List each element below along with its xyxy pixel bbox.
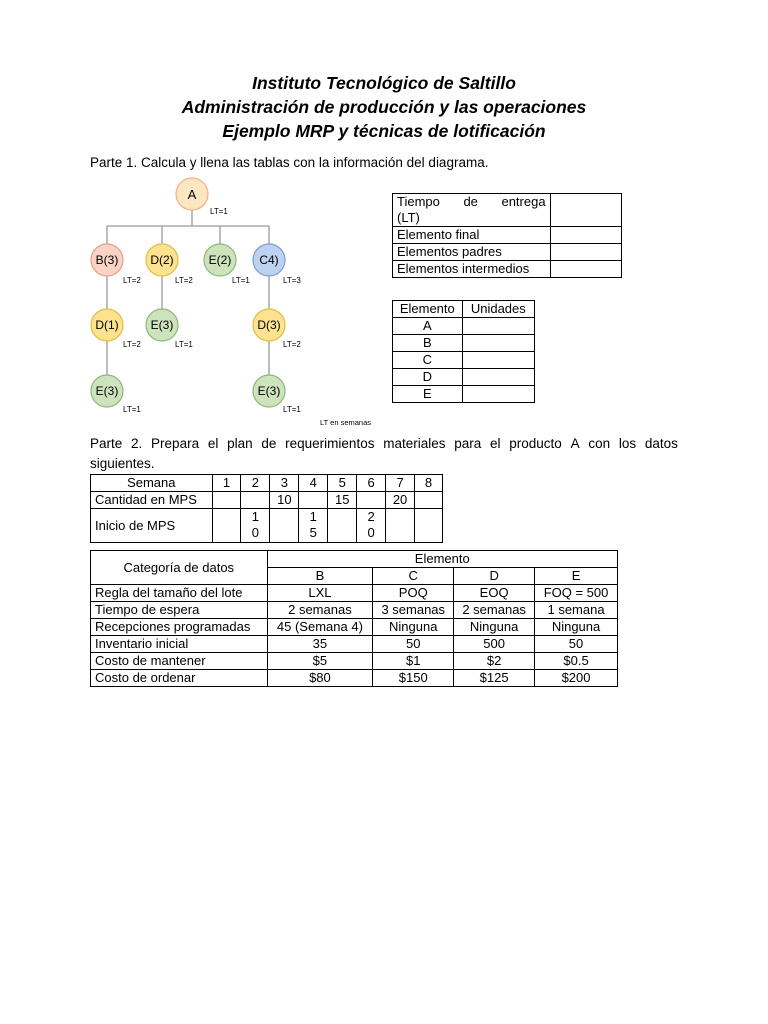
data-cell: EOQ [454, 585, 535, 602]
mps-start-cell [357, 509, 386, 543]
part2-word: Prepara [151, 436, 200, 451]
units-element: B [393, 335, 463, 352]
units-row [393, 318, 535, 335]
mps-start-row [91, 509, 443, 543]
info-value-cell[interactable] [550, 194, 621, 227]
mps-week-row [91, 475, 443, 492]
product-structure-diagram [80, 175, 390, 427]
units-header-element: Elemento [393, 301, 463, 318]
data-cell: $0.5 [535, 653, 618, 670]
info-value-cell[interactable] [550, 244, 621, 261]
data-cell: $200 [535, 670, 618, 687]
mps-quantity-row [91, 492, 443, 509]
svg-text:D(1): D(1) [95, 318, 119, 332]
data-cell: 50 [373, 636, 454, 653]
mps-start-digit-bottom: 5 [309, 525, 317, 540]
data-row [91, 602, 618, 619]
info-row-final-element [393, 227, 622, 244]
node-d2 [146, 244, 178, 276]
mps-start-digit-top: 2 [367, 509, 375, 524]
data-header-row [91, 551, 618, 568]
mps-start-cell [299, 509, 328, 543]
part2-word: plan [227, 436, 253, 451]
mps-start-digit-top: 1 [309, 509, 317, 524]
data-cell: 50 [535, 636, 618, 653]
part2-word: para [454, 436, 482, 451]
data-cell: FOQ = 500 [535, 585, 618, 602]
data-row [91, 636, 618, 653]
data-cell: $125 [454, 670, 535, 687]
units-header-units: Unidades [462, 301, 534, 318]
mps-start-cell [386, 509, 415, 543]
units-input-cell[interactable] [462, 318, 534, 335]
mps-week-number: 8 [415, 475, 443, 492]
mps-quantity-cell: 15 [328, 492, 357, 509]
part2-word: el [490, 436, 501, 451]
lt-a: LT=1 [210, 207, 228, 216]
part2-word: producto [509, 436, 562, 451]
part2-word: el [207, 436, 219, 451]
category-header: Categoría de datos [91, 551, 268, 585]
info-value-cell[interactable] [550, 261, 621, 278]
lt-e3a: LT=1 [175, 340, 193, 349]
mps-quantity-cell: 20 [386, 492, 415, 509]
data-row-label: Costo de mantener [91, 653, 268, 670]
data-cell: 3 semanas [373, 602, 454, 619]
data-cell: LXL [267, 585, 373, 602]
svg-text:E(3): E(3) [150, 318, 174, 332]
data-cell: POQ [373, 585, 454, 602]
data-cell: $80 [267, 670, 373, 687]
mps-start-cell [212, 509, 241, 543]
info-value-cell[interactable] [550, 227, 621, 244]
part2-instructions-line2: siguientes. [90, 456, 155, 471]
mps-week-number: 2 [241, 475, 270, 492]
data-cell: $1 [373, 653, 454, 670]
svg-text:E(3): E(3) [257, 384, 281, 398]
mps-week-number: 3 [270, 475, 299, 492]
mps-quantity-cell [415, 492, 443, 509]
part2-instructions-line1 [90, 436, 678, 451]
units-row [393, 369, 535, 386]
lt-e2: LT=1 [232, 276, 250, 285]
mps-table [90, 474, 443, 543]
part2-word: los [618, 436, 637, 451]
data-cell: Ninguna [454, 619, 535, 636]
node-e2 [204, 244, 236, 276]
node-b3 [91, 244, 123, 276]
info-row-intermediate-elements [393, 261, 622, 278]
node-e3-under-d2 [146, 309, 178, 341]
mps-week-number: 6 [357, 475, 386, 492]
lt-e3c: LT=1 [283, 405, 301, 414]
units-element: D [393, 369, 463, 386]
part1-instructions: Parte 1. Calcula y llena las tablas con la información del diagrama. [90, 155, 489, 170]
mps-start-digit-bottom: 0 [251, 525, 260, 540]
svg-text:C4): C4) [259, 253, 279, 267]
lt-d3: LT=2 [283, 340, 301, 349]
data-cell: $2 [454, 653, 535, 670]
lt-d1: LT=2 [123, 340, 141, 349]
part2-word: con [588, 436, 611, 451]
info-label: Elementos padres [393, 244, 551, 261]
part2-word: A [570, 436, 580, 451]
element-column-header: D [454, 568, 535, 585]
mps-week-number: 4 [299, 475, 328, 492]
node-d1 [91, 309, 123, 341]
part2-word: de [261, 436, 277, 451]
data-row-label: Costo de ordenar [91, 670, 268, 687]
mps-start-cell [241, 509, 270, 543]
svg-text:A: A [187, 187, 197, 202]
mps-start-cell [415, 509, 443, 543]
lt-e3b: LT=1 [123, 405, 141, 414]
data-row [91, 619, 618, 636]
data-row-label: Tiempo de espera [91, 602, 268, 619]
data-row-label: Inventario inicial [91, 636, 268, 653]
data-cell: 35 [267, 636, 373, 653]
units-row [393, 352, 535, 369]
data-row-label: Recepciones programadas [91, 619, 268, 636]
mps-start-label: Inicio de MPS [91, 509, 213, 543]
mps-start-digit-top: 1 [251, 509, 260, 524]
info-table [392, 193, 622, 278]
data-cell: 45 (Semana 4) [267, 619, 373, 636]
node-e3-under-d3 [253, 375, 285, 407]
units-row [393, 386, 535, 403]
diagram-connectors [107, 210, 269, 375]
data-row [91, 670, 618, 687]
mps-quantity-label: Cantidad en MPS [91, 492, 213, 509]
svg-text:D(2): D(2) [150, 253, 174, 267]
svg-text:E(2): E(2) [208, 253, 232, 267]
data-cell: 2 semanas [267, 602, 373, 619]
mps-start-digit-bottom: 0 [367, 525, 375, 540]
svg-text:E(3): E(3) [95, 384, 119, 398]
lt-c: LT=3 [283, 276, 301, 285]
units-table [392, 300, 535, 403]
info-label: Elementos intermedios [393, 261, 551, 278]
data-cell: 1 semana [535, 602, 618, 619]
part2-word: 2. [131, 436, 143, 451]
mps-quantity-cell [241, 492, 270, 509]
element-column-header: B [267, 568, 373, 585]
item-data-table [90, 550, 618, 687]
svg-text:B(3): B(3) [95, 253, 119, 267]
data-cell: 500 [454, 636, 535, 653]
info-label: Tiempo [397, 194, 440, 209]
part2-word: requerimientos [285, 436, 375, 451]
units-header-row [393, 301, 535, 318]
lt-b: LT=2 [123, 276, 141, 285]
mps-quantity-cell [357, 492, 386, 509]
mps-quantity-cell [299, 492, 328, 509]
units-input-cell[interactable] [462, 386, 534, 403]
mps-quantity-cell [212, 492, 241, 509]
part2-word: Parte [90, 436, 123, 451]
units-element: E [393, 386, 463, 403]
info-label: Elemento final [393, 227, 551, 244]
data-row [91, 585, 618, 602]
part2-word: datos [644, 436, 678, 451]
info-row-lead-time: Tiempo de entrega (LT) [393, 194, 622, 227]
title-course: Administración de producción y las operaciones [181, 97, 587, 117]
units-element: A [393, 318, 463, 335]
mps-week-number: 7 [386, 475, 415, 492]
data-cell: $150 [373, 670, 454, 687]
node-a [176, 178, 208, 210]
units-input-cell[interactable] [462, 369, 534, 386]
mps-start-cell [328, 509, 357, 543]
data-cell: Ninguna [373, 619, 454, 636]
data-row-label: Regla del tamaño del lote [91, 585, 268, 602]
mps-start-cell [270, 509, 299, 543]
lt-d2: LT=2 [175, 276, 193, 285]
data-cell: 2 semanas [454, 602, 535, 619]
title-institution: Instituto Tecnológico de Saltillo [252, 73, 516, 93]
mps-week-label: Semana [91, 475, 213, 492]
node-e3-under-d1 [91, 375, 123, 407]
element-column-header: C [373, 568, 454, 585]
units-row [393, 335, 535, 352]
data-cell: Ninguna [535, 619, 618, 636]
data-row [91, 653, 618, 670]
units-input-cell[interactable] [462, 352, 534, 369]
mps-week-number: 5 [328, 475, 357, 492]
node-c4 [253, 244, 285, 276]
units-element: C [393, 352, 463, 369]
mps-week-number: 1 [212, 475, 241, 492]
info-row-parent-elements [393, 244, 622, 261]
lt-units-note: LT en semanas [320, 418, 372, 427]
element-column-header: E [535, 568, 618, 585]
part2-word: materiales [383, 436, 446, 451]
units-input-cell[interactable] [462, 335, 534, 352]
node-d3 [253, 309, 285, 341]
svg-text:D(3): D(3) [257, 318, 281, 332]
data-cell: $5 [267, 653, 373, 670]
title-topic: Ejemplo MRP y técnicas de lotificación [222, 121, 546, 141]
element-header: Elemento [267, 551, 617, 568]
mps-quantity-cell: 10 [270, 492, 299, 509]
